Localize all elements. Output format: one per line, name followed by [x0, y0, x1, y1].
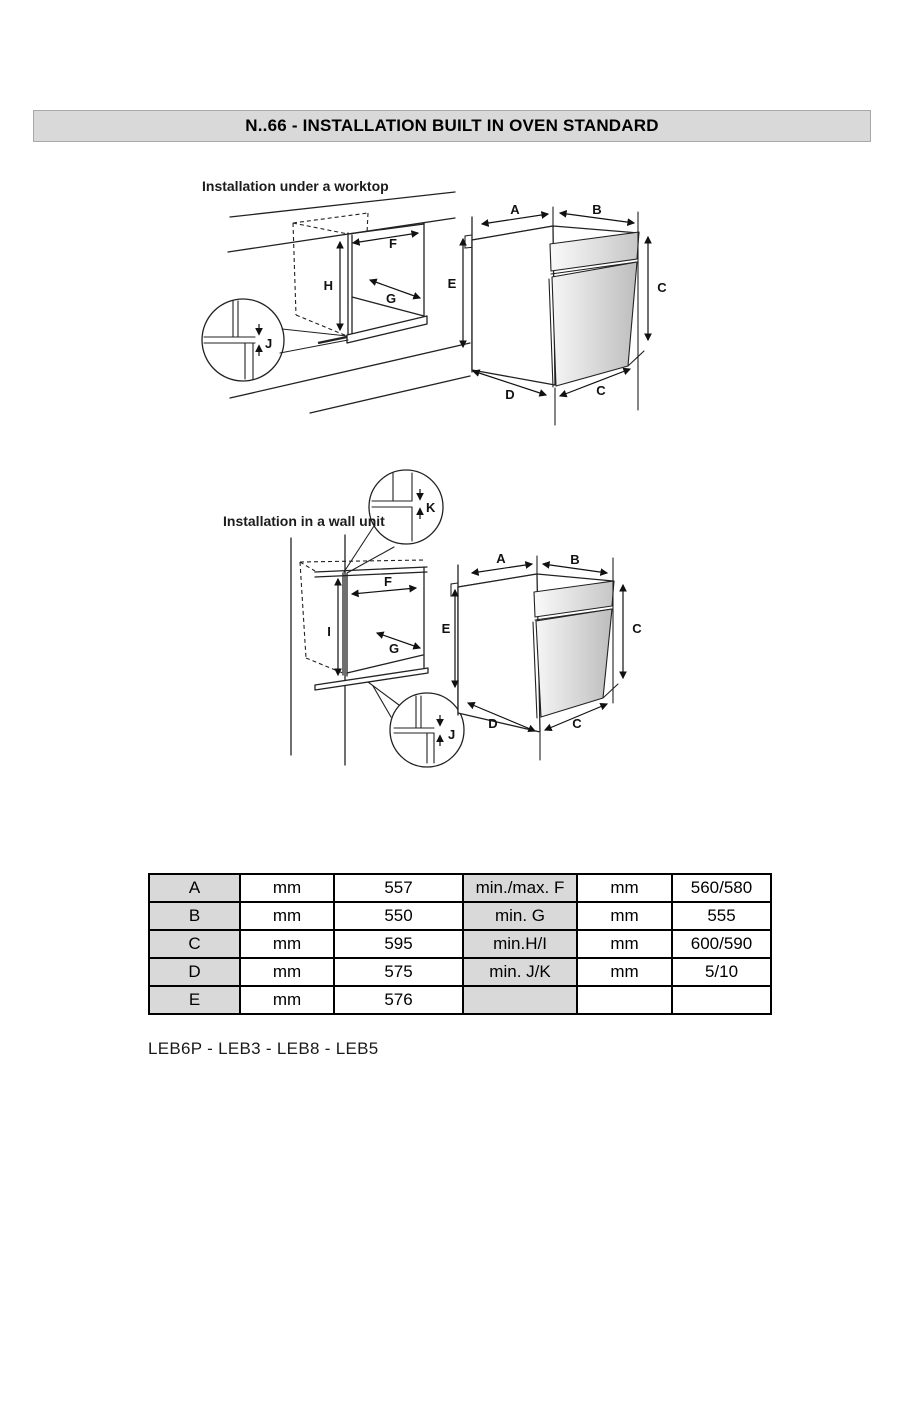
cell-dim2: min. G [463, 902, 577, 930]
title-bar [33, 110, 871, 142]
dim-label-H: H [323, 278, 333, 293]
oven2-door [536, 609, 612, 717]
dim-label-J2: J [448, 727, 456, 742]
cabinet-dimension-arrows [324, 233, 420, 330]
oven-side-panel [472, 226, 555, 385]
cell-dim: B [149, 902, 240, 930]
cell-value: 595 [334, 930, 463, 958]
cell-value: 576 [334, 986, 463, 1014]
wall-unit-scene [291, 535, 428, 765]
cell-unit2: mm [577, 958, 672, 986]
dim-label-E: E [447, 276, 457, 291]
cell-unit2 [577, 986, 672, 1014]
diagram-under-worktop-label: Installation under a worktop [202, 178, 389, 194]
top-detail-k [344, 470, 443, 573]
worktop-cabinet-scene [228, 192, 470, 413]
dim-label-C2-front: C [572, 716, 582, 731]
cell-unit: mm [240, 958, 334, 986]
dim-label-E2: E [441, 621, 451, 636]
cell-dim: C [149, 930, 240, 958]
cell-unit2: mm [577, 930, 672, 958]
cell-value2: 560/580 [672, 874, 771, 902]
bottom-detail-j [368, 682, 464, 767]
cell-unit2: mm [577, 874, 672, 902]
cell-unit2: mm [577, 902, 672, 930]
diagram-under-worktop-drawing [185, 185, 695, 430]
dim-label-F2: F [384, 574, 392, 589]
dim-label-C: C [657, 280, 667, 295]
plinth-slab [347, 316, 427, 343]
cell-value2: 555 [672, 902, 771, 930]
oven-3d-view [465, 207, 644, 425]
table-row [149, 986, 771, 1014]
dim-label-G: G [385, 291, 397, 306]
cell-unit: mm [240, 874, 334, 902]
cell-dim2: min. J/K [463, 958, 577, 986]
cell-value2: 5/10 [672, 958, 771, 986]
dim-label-G2: G [388, 641, 400, 656]
dim-label-C2: C [632, 621, 642, 636]
cell-unit: mm [240, 986, 334, 1014]
cell-dim: E [149, 986, 240, 1014]
diagram-under-worktop [180, 158, 720, 433]
cell-unit: mm [240, 902, 334, 930]
cell-dim: D [149, 958, 240, 986]
oven-3d-view-2 [451, 556, 618, 760]
dim-label-C-front: C [596, 383, 606, 398]
cell-dim: A [149, 874, 240, 902]
cell-value: 575 [334, 958, 463, 986]
cell-unit: mm [240, 930, 334, 958]
model-list: LEB6P - LEB3 - LEB8 - LEB5 [148, 1039, 379, 1058]
diagram-wall-unit-label: Installation in a wall unit [223, 513, 385, 529]
dim-label-J: J [265, 336, 273, 351]
page-title: N..66 - INSTALLATION BUILT IN OVEN STANDARD [245, 116, 659, 135]
diagram-wall-unit-drawing [220, 460, 680, 790]
dim-label-D2: D [488, 716, 498, 731]
cell-dim2 [463, 986, 577, 1014]
dim-label-B: B [592, 202, 602, 217]
dim-label-D: D [505, 387, 515, 402]
cell-value2: 600/590 [672, 930, 771, 958]
oven-door [552, 262, 637, 386]
cell-dim2: min.H/I [463, 930, 577, 958]
oven2-side-panel [458, 574, 540, 732]
cell-dim2: min./max. F [463, 874, 577, 902]
table-row [149, 930, 771, 958]
dim-label-B2: B [570, 552, 580, 567]
diagram-wall-unit [220, 455, 690, 795]
table-row [149, 874, 771, 902]
dim-label-A2: A [496, 551, 506, 566]
cell-value2 [672, 986, 771, 1014]
corner-detail-j [202, 299, 348, 381]
cell-value: 557 [334, 874, 463, 902]
dim-label-F: F [389, 236, 397, 251]
dim-label-K: K [426, 500, 436, 515]
table-row [149, 958, 771, 986]
dimensions-table [148, 873, 772, 1015]
cell-value: 550 [334, 902, 463, 930]
dim-label-I: I [327, 624, 331, 639]
dim-label-A: A [510, 202, 520, 217]
wall-unit-dimension-arrows [327, 574, 420, 675]
table-row [149, 902, 771, 930]
wall-unit-shelf [315, 668, 428, 690]
